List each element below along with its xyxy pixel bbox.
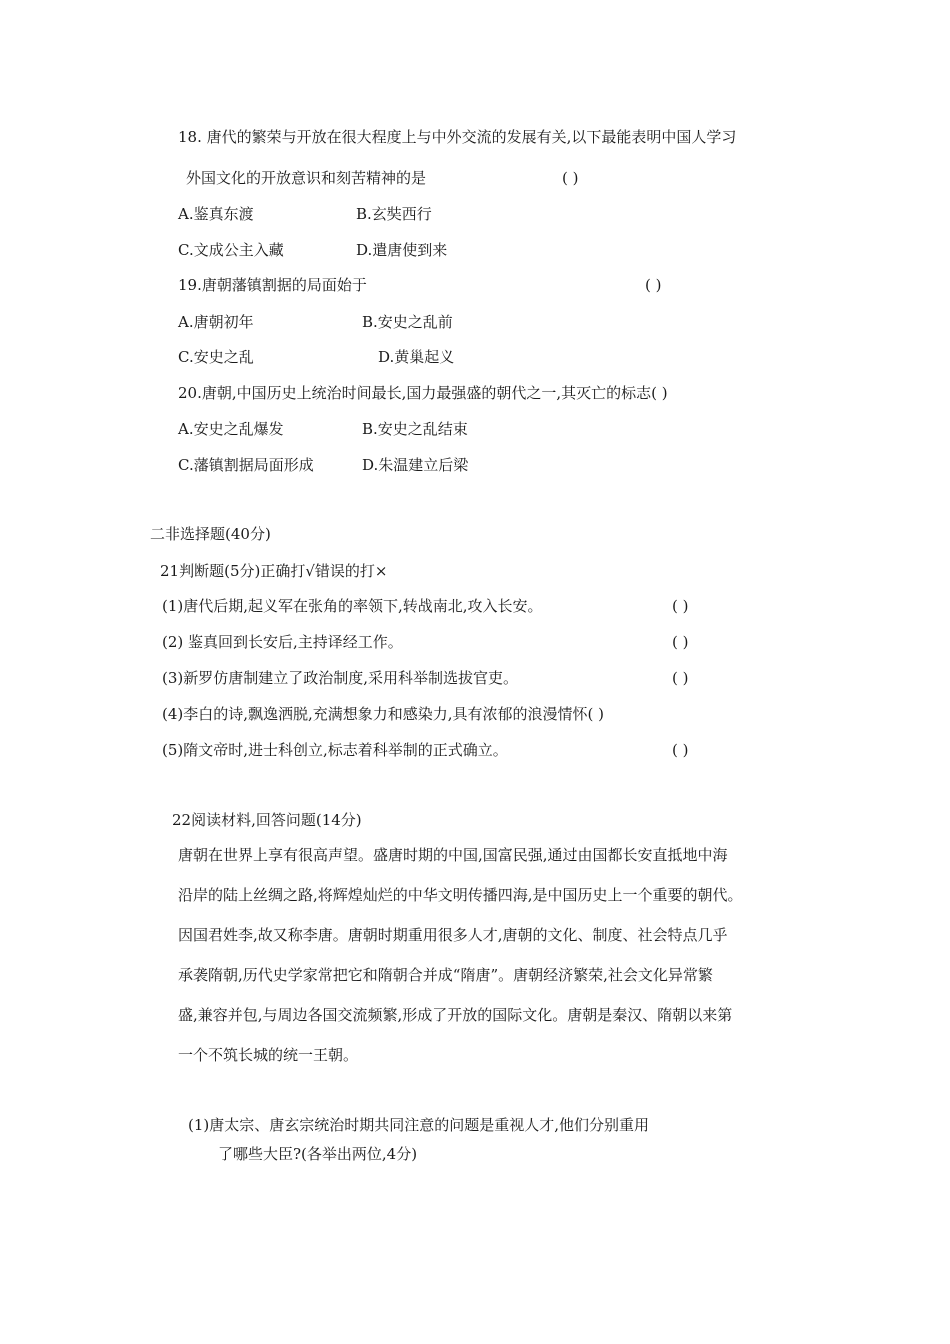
- q18-stem-line2: 外国文化的开放意识和刻苦精神的是: [186, 169, 427, 187]
- q18-stem-line1: 18. 唐代的繁荣与开放在很大程度上与中外交流的发展有关,以下最能表明中国人学习: [178, 128, 737, 146]
- q19-option-b: B.安史之乱前: [362, 313, 453, 331]
- q21-item-4: (4)李白的诗,飘逸洒脱,充满想象力和感染力,具有浓郁的浪漫情怀( ): [162, 705, 605, 723]
- q18-option-c: C.文成公主入藏: [178, 241, 284, 259]
- q21-title: 21判断题(5分)正确打√错误的打×: [160, 562, 388, 580]
- q20-option-d: D.朱温建立后梁: [362, 456, 469, 474]
- q18-option-d: D.遣唐使到来: [356, 241, 448, 259]
- q18-option-b: B.玄奘西行: [356, 205, 432, 223]
- q22-material-line-2: 沿岸的陆上丝绸之路,将辉煌灿烂的中华文明传播四海,是中国历史上一个重要的朝代。: [178, 886, 743, 904]
- q22-material-line-1: 唐朝在世界上享有很高声望。盛唐时期的中国,国富民强,通过由国都长安直抵地中海: [178, 846, 728, 864]
- q20-option-b: B.安史之乱结束: [362, 420, 468, 438]
- q21-item-5-paren: ( ): [672, 741, 689, 759]
- q19-answer-paren: ( ): [645, 276, 662, 294]
- q21-item-5: (5)隋文帝时,进士科创立,标志着科举制的正式确立。: [162, 741, 508, 759]
- q22-material-line-6: 一个不筑长城的统一王朝。: [178, 1046, 359, 1064]
- q21-item-1: (1)唐代后期,起义军在张角的率领下,转战南北,攻入长安。: [162, 597, 543, 615]
- q22-material-line-5: 盛,兼容并包,与周边各国交流频繁,形成了开放的国际文化。唐朝是秦汉、隋朝以来第: [178, 1006, 733, 1024]
- section2-title: 二非选择题(40分): [150, 525, 271, 543]
- q21-item-3: (3)新罗仿唐制建立了政治制度,采用科举制选拔官吏。: [162, 669, 519, 687]
- q20-option-a: A.安史之乱爆发: [178, 420, 284, 438]
- q21-item-1-paren: ( ): [672, 597, 689, 615]
- q19-option-a: A.唐朝初年: [178, 313, 254, 331]
- q18-option-a: A.鉴真东渡: [178, 205, 254, 223]
- q19-option-c: C.安史之乱: [178, 348, 254, 366]
- q22-subquestion-1-line1: (1)唐太宗、唐玄宗统治时期共同注意的问题是重视人才,他们分别重用: [188, 1116, 650, 1134]
- q20-option-c: C.藩镇割据局面形成: [178, 456, 314, 474]
- q19-stem: 19.唐朝藩镇割据的局面始于: [178, 276, 367, 294]
- q21-item-3-paren: ( ): [672, 669, 689, 687]
- q18-answer-paren: ( ): [562, 169, 579, 187]
- q22-title: 22阅读材料,回答问题(14分): [172, 811, 362, 829]
- q19-option-d: D.黄巢起义: [378, 348, 455, 366]
- q21-item-2-paren: ( ): [672, 633, 689, 651]
- q22-material-line-3: 因国君姓李,故又称李唐。唐朝时期重用很多人才,唐朝的文化、制度、社会特点几乎: [178, 926, 728, 944]
- q20-stem: 20.唐朝,中国历史上统治时间最长,国力最强盛的朝代之一,其灭亡的标志( ): [178, 384, 668, 402]
- q22-subquestion-1-line2: 了哪些大臣?(各举出两位,4分): [218, 1145, 418, 1163]
- q22-material-line-4: 承袭隋朝,历代史学家常把它和隋朝合并成“隋唐”。唐朝经济繁荣,社会文化异常繁: [178, 966, 713, 984]
- q21-item-2: (2) 鉴真回到长安后,主持译经工作。: [162, 633, 403, 651]
